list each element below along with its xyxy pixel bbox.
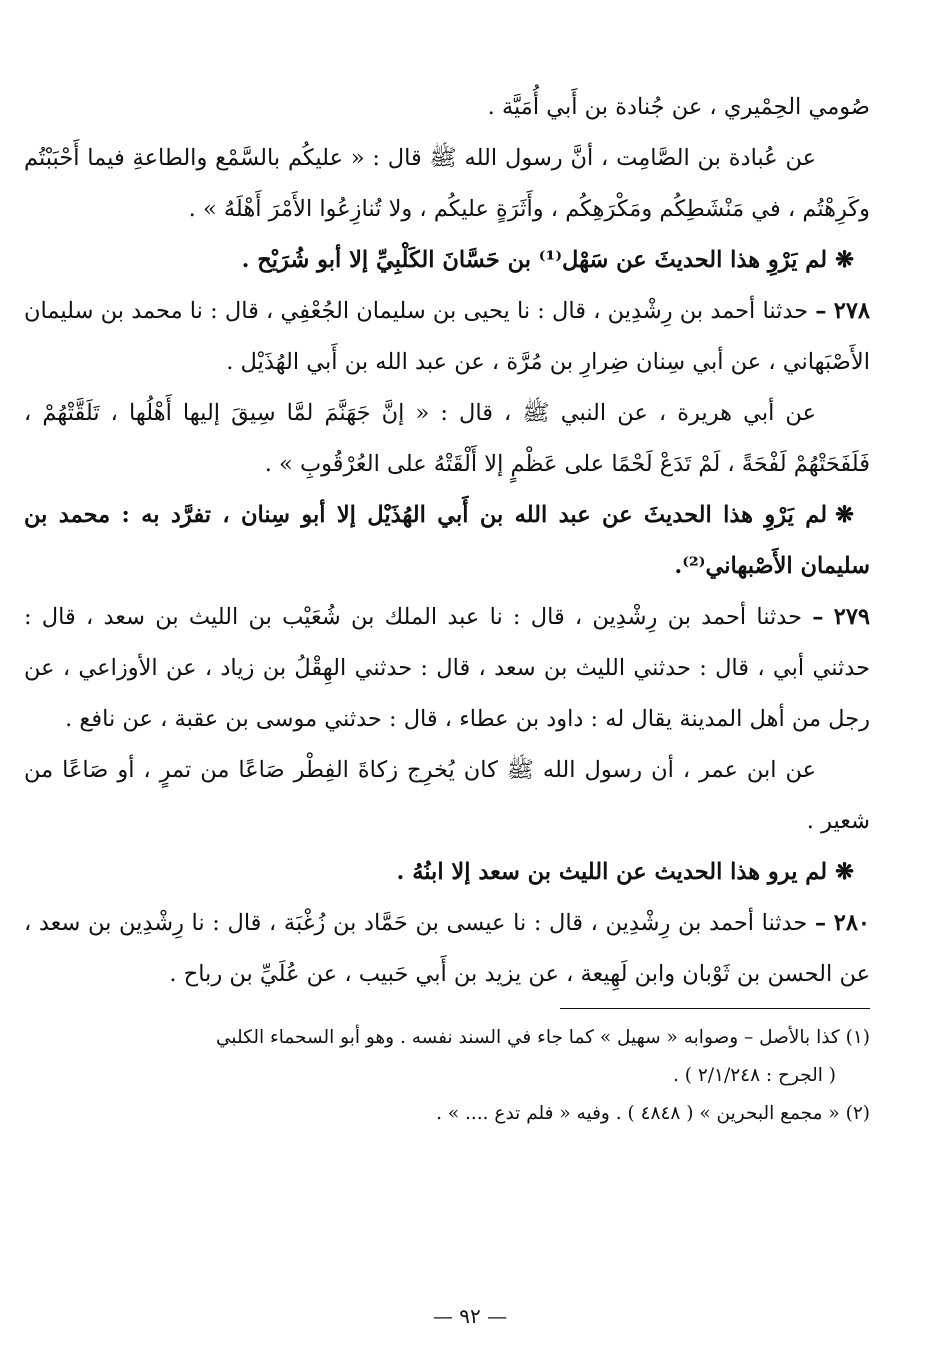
paragraph-1: صُومي الحِمْيري ، عن جُنادة بن أَبي أُمَيَّة .	[487, 94, 870, 120]
paragraph-5: عن أبي هريرة ، عن النبي ﷺ ، قال : « إنَّ جَهَنَّمَ لمَّا سِيقَ إليها أَهْلُها ، تَلَقَّتْهُمْ ، فَلَفَحَتْهُمْ لَفْحَةً ، لَمْ تَدَعْ لَحْمًا على عَظْمٍ إلا أَلْقَتْهُ على العُرْقُوبِ » .	[24, 400, 870, 477]
dash: –	[815, 298, 827, 324]
commentary-line-2	[24, 490, 870, 592]
hadith-279-text: حدثنا أحمد بن رِشْدِين ، قال : نا عبد الملك بن شُعَيْب بن الليث بن سعد ، قال : حدثني أبي ، قال : حدثني الليث بن سعد ، قال : حدثني الهِقْلُ بن زياد ، عن الأوزاعي ، عن رجل من أهل المدينة يقال له : داود بن عطاء ، قال : حدثني موسى بن عقبة ، عن نافع .	[24, 604, 870, 732]
commentary-text-1: لم يَرْوِ هذا الحديثَ عن سَهْل⁽¹⁾ بن حَسَّانَ الكَلْبِيِّ إلا أبو شُرَيْح .	[241, 247, 828, 273]
footnote-separator-wrap	[24, 1000, 870, 1019]
star-icon: ❋	[835, 247, 854, 273]
hadith-278	[24, 286, 870, 388]
star-icon: ❋	[835, 502, 854, 528]
paragraph-8: عن ابن عمر ، أن رسول الله ﷺ كان يُخرِج زكاةَ الفِطْر صَاعًا من تمرٍ ، أو صَاعًا من شعير .	[24, 757, 870, 834]
footnote-separator	[560, 1008, 870, 1009]
hadith-279	[24, 592, 870, 745]
hadith-280-text: حدثنا أحمد بن رِشْدِين ، قال : نا عيسى بن حَمَّاد بن زُغْبَة ، قال : نا رِشْدِين بن سعد ، عن الحسن بن ثَوْبان وابن لَهِيعة ، عن يزيد بن أَبي حَبيب ، عن عُلَيِّ بن رباح .	[24, 910, 870, 987]
footnote-1: (١) كذا بالأصل – وصوابه « سهيل » كما جاء في السند نفسه . وهو أبو السحماء الكلبي	[216, 1027, 870, 1048]
paragraph-2: عن عُبادة بن الصَّامِت ، أنَّ رسول الله ﷺ قال : « عليكُم بالسَّمْع والطاعةِ فيما أَحْبَبْتُم وكَرِهْتُم ، في مَنْشَطِكُم ومَكْرَهِكُم ، وأَثَرَةٍ عليكُم ، ولا تُنازِعُوا الأَمْرَ أَهْلَهُ » .	[24, 145, 870, 222]
commentary-text-2: لم يَرْوِ هذا الحديثَ عن عبد الله بن أَبي الهُذَيْل إلا أبو سِنان ، تفرَّد به : محمد بن سليمان الأَصْبهاني⁽²⁾.	[24, 502, 870, 579]
star-icon: ❋	[835, 859, 854, 885]
footnote-2: (٢) « مجمع البحرين » ( ٤٨٤٨ ) . وفيه « فلم تدع .... » .	[436, 1103, 870, 1124]
hadith-278-text: حدثنا أحمد بن رِشْدِين ، قال : نا يحيى بن سليمان الجُعْفِي ، قال : نا محمد بن سليمان الأَصْبَهاني ، عن أبي سِنان ضِرارِ بن مُرَّة ، عن عبد الله بن أَبي الهُذَيْل .	[24, 298, 870, 375]
commentary-line-3	[24, 847, 870, 898]
page-number: — ٩٢ —	[432, 1304, 508, 1328]
commentary-text-3: لم يرو هذا الحديث عن الليث بن سعد إلا ابنُهُ .	[396, 859, 828, 885]
main-text	[24, 82, 870, 1000]
hadith-number-278: ٢٧٨	[833, 298, 870, 324]
hadith-280	[24, 898, 870, 1000]
dash: –	[812, 604, 824, 630]
hadith-number-280: ٢٨٠	[833, 910, 871, 936]
dash: –	[814, 910, 827, 936]
hadith-number-279: ٢٧٩	[833, 604, 870, 630]
footnote-1-continued: ( الجرح : ٢/١/٢٤٨ ) .	[673, 1065, 836, 1086]
commentary-line-1	[24, 235, 870, 286]
footnotes	[24, 1019, 870, 1133]
